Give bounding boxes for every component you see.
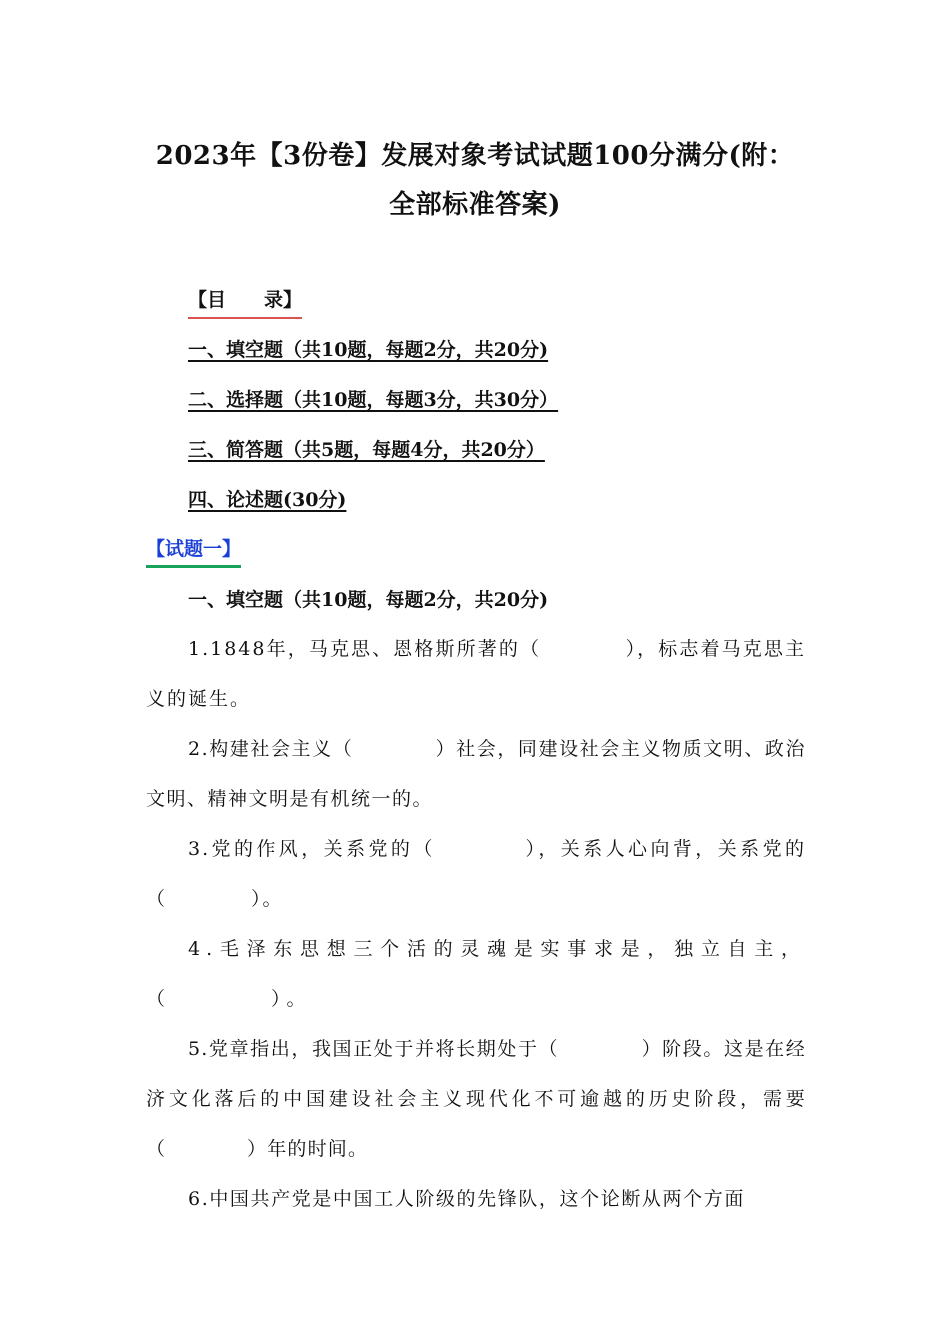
question-2: 2.构建社会主义（ ）社会，同建设社会主义物质文明、政治文明、精神文明是有机统一的。 [146,738,806,810]
toc-item-short-answer[interactable]: 三、简答题（共5题，每题4分，共20分） [188,439,545,461]
document-title-line-2: 全部标准答案) [389,190,561,220]
toc-item-multiple-choice[interactable]: 二、选择题（共10题，每题3分，共30分） [188,389,559,411]
question-5: 5.党章指出，我国正处于并将长期处于（ ）阶段。这是在经济文化落后的中国建设社会主义现代化不可逾越的历史阶段，需要（ ）年的时间。 [146,1038,806,1160]
question-6: 6.中国共产党是中国工人阶级的先锋队，这个论断从两个方面 [188,1188,745,1210]
section-tag-exam-one: 【试题一】 [146,533,241,568]
question-1: 1.1848年，马克思、恩格斯所著的（ ），标志着马克思主义的诞生。 [146,638,806,710]
document-title-line-1: 2023年【3份卷】发展对象考试试题100分满分(附： [155,141,795,171]
toc-heading: 【目 录】 [188,284,302,319]
question-4: 4.毛泽东思想三个活的灵魂是实事求是，独立自主，（ ）。 [146,938,806,1010]
toc-item-essay[interactable]: 四、论述题(30分) [188,489,347,511]
question-3: 3.党的作风，关系党的（ ），关系人心向背，关系党的（ ）。 [146,838,806,910]
section-title: 一、填空题（共10题，每题2分，共20分) [188,589,549,611]
toc-item-fill-in-blank[interactable]: 一、填空题（共10题，每题2分，共20分) [188,339,549,361]
